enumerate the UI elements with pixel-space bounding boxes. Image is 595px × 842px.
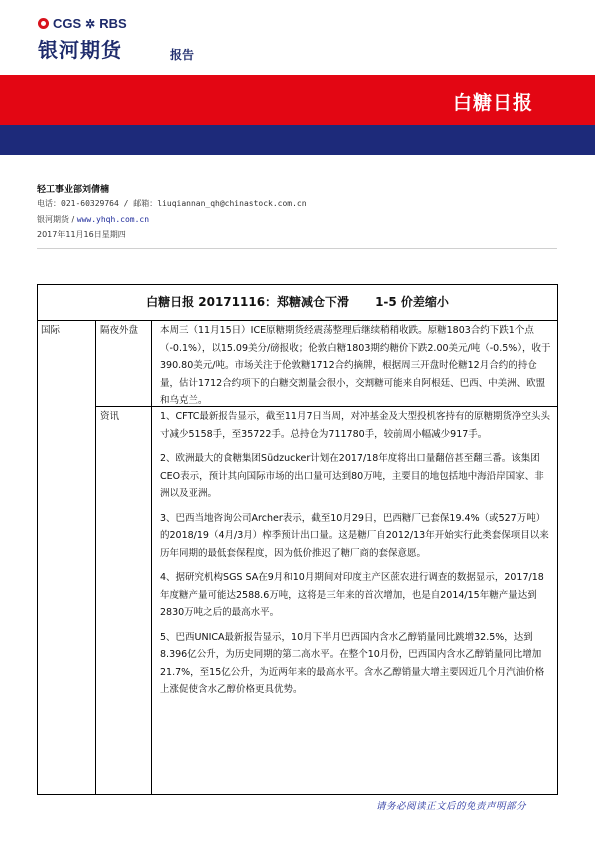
report-title-main: 白糖日报 20171116：郑糖减仓下滑 [146, 295, 350, 309]
news-item: 5、巴西UNICA最新报告显示，10月下半月巴西国内含水乙醇销量同比跳增32.5%，达到8.396亿公升，为历史同期的第二高水平。在整个10月份，巴西国内含水乙醇销量同比增加21.7%，至15亿公升，为近两年来的最高水平。含水乙醇销量大增主要因近几个月汽油价格上涨促使含水乙醇价格更具优势。 [160, 631, 545, 695]
divider [37, 248, 557, 249]
website-line [37, 214, 149, 225]
logo-english [38, 16, 127, 31]
disclaimer-note: 请务必阅读正文后的免责声明部分 [376, 801, 527, 812]
page-title: 白糖日报 [452, 92, 533, 114]
report-title-spread: 1-5 价差缩小 [375, 295, 449, 309]
report-type-label: 报告 [170, 48, 195, 62]
news-item: 1、CFTC最新报告显示，截至11月7日当周，对冲基金及大型投机客持有的原糖期货净空头头寸减少5158手，至35722手。总持仓为711780手，较前周小幅减少917手。 [160, 411, 550, 440]
header-navy-band [0, 125, 595, 155]
report-date: 2017年11月16日星期四 [37, 230, 126, 239]
section-news-body [152, 407, 557, 794]
section-overnight-text: 本周三（11月15日）ICE原糖期货经震荡整理后继续稍稍收跌。原糖1803合约下跌1个点（-0.1%），以15.09美分/磅报收；伦敦白糖1803期约糖价下跌2.00美元/吨（-0.5%），收于390.80美元/吨。市场关注于伦敦糖1712合约摘牌，根据周三开盘时伦糖12月合约的持仓量，估计1712合约项下的白糖交割量会很小，交割糖可能来自阿根廷、巴西、中美洲、欧盟和乌克兰。 [152, 321, 557, 407]
report-title [38, 285, 557, 321]
section-label-overnight: 隔夜外盘 [96, 321, 152, 407]
contact-info: 电话：021-60329764 / 邮箱：liuqiannan_qh@chinastock.com.cn [37, 199, 307, 208]
rbs-mark-icon: ✲ [85, 16, 96, 31]
logo-chinese: 银河期货 [38, 38, 122, 62]
category-cell: 国际 [38, 321, 96, 794]
news-item: 4、据研究机构SGS SA在9月和10月期间对印度主产区蔗农进行调查的数据显示，2017/18年度糖产量可能达2588.6万吨，这将是三年来的首次增加，也是自2014/15年糖产量达到2830万吨之后的最高水平。 [160, 572, 544, 618]
logo-rbs-text: RBS [99, 16, 127, 31]
cgs-mark-icon [38, 18, 49, 29]
news-item: 2、欧洲最大的食糖集团Südzucker计划在2017/18年度将出口量翻倍甚至翻三番。该集团CEO表示，预计其向国际市场的出口量可达到80万吨，主要目的地包括地中海沿岸国家、非洲以及亚洲。 [160, 453, 544, 499]
section-label-news: 资讯 [96, 407, 152, 794]
news-item: 3、巴西当地咨询公司Archer表示，截至10月29日，巴西糖厂已套保19.4%（或527万吨）的2018/19（4月/3月）榨季预计出口量。这是糖厂自2012/13年开始实行此类套保项目以来历年同期的最低套保程度，因为低价推迟了糖厂商的套保意愿。 [160, 512, 549, 559]
website-prefix: 银河期货 / [37, 215, 77, 224]
analyst-name: 轻工事业部刘倩楠 [37, 185, 110, 195]
website-link[interactable]: www.yhqh.com.cn [76, 215, 150, 224]
report-table [37, 284, 558, 795]
company-logo [38, 16, 127, 63]
logo-cgs-text: CGS [53, 16, 82, 31]
